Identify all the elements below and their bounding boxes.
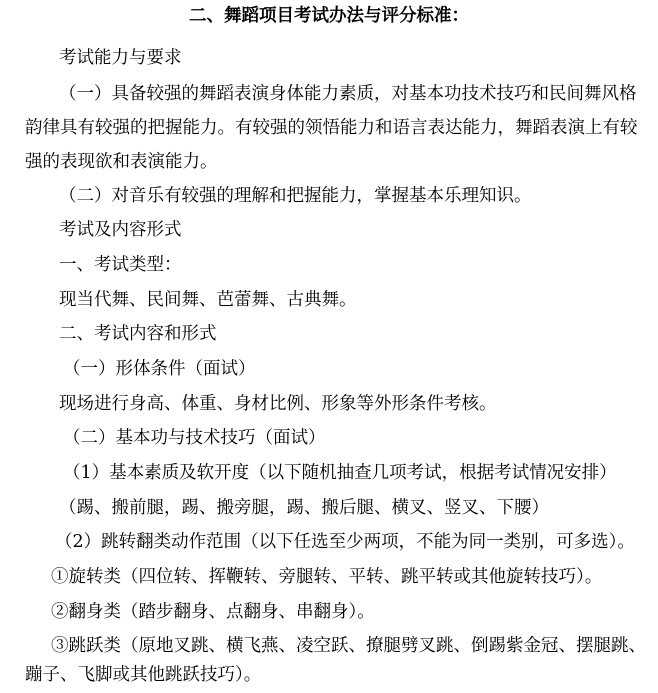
paragraph-line: 现当代舞、民间舞、芭蕾舞、古典舞。 xyxy=(59,290,357,310)
list-item: ②翻身类（踏步翻身、点翻身、串翻身）。 xyxy=(51,602,375,622)
paragraph-line: 强的表现欲和表演能力。 xyxy=(25,152,218,172)
heading-exam-content: 考试及内容形式 xyxy=(59,220,182,240)
paragraph-line: （一）具备较强的舞蹈表演身体能力素质，对基本功技术技巧和民间舞风格 xyxy=(59,84,637,104)
paragraph-line: 韵律具有较强的把握能力。有较强的领悟能力和语言表达能力，舞蹈表演上有较 xyxy=(25,118,638,138)
section-title: 二、舞蹈项目考试办法与评分标准： xyxy=(189,6,469,26)
paragraph-line: （1）基本素质及软开度（以下随机抽查几项考试，根据考试情况安排） xyxy=(63,463,617,483)
list-item: ①旋转类（四位转、挥鞭转、旁腿转、平转、跳平转或其他旋转技巧）。 xyxy=(51,567,603,587)
paragraph-line: （2）跳转翻类动作范围（以下任选至少两项，不能为同一类别，可多选）。 xyxy=(55,532,635,552)
paragraph-line: 现场进行身高、体重、身材比例、形象等外形条件考核。 xyxy=(59,394,497,414)
subheading-body-condition: （一）形体条件（面试） xyxy=(63,359,256,379)
heading-ability: 考试能力与要求 xyxy=(59,48,182,68)
heading-exam-type: 一、考试类型： xyxy=(59,255,182,275)
paragraph-line: （二）对音乐有较强的理解和把握能力，掌握基本乐理知识。 xyxy=(59,186,532,206)
paragraph-line: 蹦子、飞脚或其他跳跃技巧）。 xyxy=(25,665,262,685)
paragraph-line: （踢、搬前腿，踢、搬旁腿，踢、搬后腿、横叉、竖叉、下腰） xyxy=(59,498,549,518)
list-item: ③跳跃类（原地叉跳、横飞燕、凌空跃、撩腿劈叉跳、倒踢紫金冠、摆腿跳、 xyxy=(51,636,646,656)
subheading-basic-skills: （二）基本功与技术技巧（面试） xyxy=(63,428,326,448)
heading-content-form: 二、考试内容和形式 xyxy=(59,324,217,344)
